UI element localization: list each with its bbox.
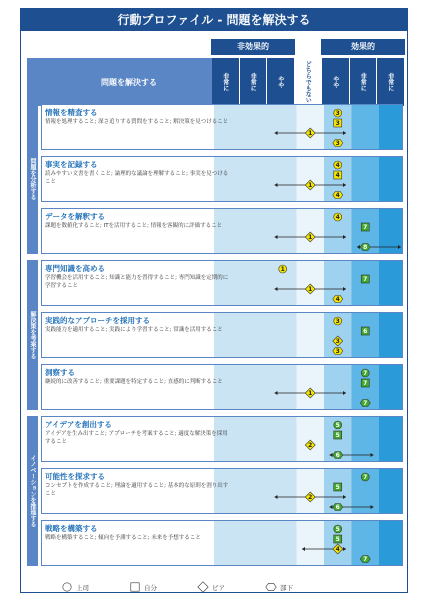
column-header-label: やや (276, 76, 284, 88)
scale-column-shade (242, 313, 270, 358)
scale-column-shade (297, 313, 325, 358)
competency-text (45, 160, 231, 186)
scale-column-shade (242, 469, 270, 514)
scale-column-shade (352, 105, 380, 150)
legend-item-hexagon (265, 581, 293, 593)
competency-description: 戦略を構築すること; 傾向を予測すること; 未来を予想すること (45, 535, 201, 541)
legend-item-square (129, 581, 157, 593)
scale-column-shade (297, 261, 325, 306)
marker-count-label: 5 (335, 484, 340, 492)
competency-text (45, 420, 231, 446)
scale-column-shade (269, 365, 297, 410)
scale-column-shade (269, 417, 297, 462)
marker-count-label: 1 (280, 266, 285, 274)
competency-description: 学習機会を活用すること; 知識と能力を習得すること; 専門知識を定期的に学習すること (45, 275, 229, 289)
section-band-3 (27, 416, 38, 566)
section-label: イノベーションを推進する (29, 455, 36, 527)
marker-count-label: 1 (308, 182, 313, 190)
legend (61, 581, 391, 595)
marker-count-label: 4 (335, 214, 340, 222)
hexagon-icon (265, 581, 277, 593)
column-header-4 (295, 58, 322, 106)
marker-count-label: 6 (335, 504, 340, 512)
competency-text (45, 212, 231, 231)
scale-column-shade (352, 261, 380, 306)
scale-column-shade (379, 417, 403, 462)
marker-count-label: 8 (363, 244, 368, 252)
marker-count-label: 3 (335, 110, 340, 118)
competency-row (41, 260, 403, 306)
marker-count-label: 4 (335, 192, 340, 200)
competency-row (41, 156, 403, 202)
scale-column-shade (297, 209, 325, 254)
scale-column-shade (297, 105, 325, 150)
marker-count-label: 3 (335, 318, 340, 326)
competency-title: データを解釈する (45, 212, 105, 221)
marker-count-label: 3 (335, 140, 340, 148)
marker-count-label: 2 (308, 494, 313, 502)
competency-text (45, 108, 231, 127)
marker-count-label: 3 (335, 338, 340, 346)
legend-label: 上司 (76, 583, 89, 592)
column-header-label: やや (331, 76, 339, 88)
legend-label: ピア (212, 583, 225, 592)
group-header-ineffective: 非効果的 (211, 39, 295, 55)
marker-count-label: 7 (363, 380, 368, 388)
competency-description: 読みやすい文書を書くこと; 論理的な議論を理解すること; 事実を見つけること (45, 171, 229, 185)
scale-column-shade (242, 261, 270, 306)
column-header-label: どちらでもない (304, 61, 312, 103)
competency-text (45, 264, 231, 290)
competency-description: 情報を処理すること; 深さ追りする質問をすること; 解決策を見つけること (45, 119, 229, 125)
marker-count-label: 3 (335, 348, 340, 356)
competency-row (41, 208, 403, 254)
section-label: 解決策を考案する (29, 311, 36, 359)
competency-title: 専門知識を高める (45, 264, 105, 273)
marker-count-label: 7 (363, 370, 368, 378)
scale-column-shade (379, 365, 403, 410)
column-header-5 (322, 58, 349, 106)
square-icon (129, 581, 141, 593)
column-header-label: 非常に (249, 73, 257, 91)
competency-title: アイデアを創出する (45, 420, 112, 429)
scale-column-shade (269, 313, 297, 358)
marker-count-label: 7 (363, 556, 368, 564)
competency-description: 課題を数値化すること; ITを活用すること; 情報を客観的に評価すること (45, 223, 223, 229)
marker-count-label: 5 (335, 422, 340, 430)
legend-item-diamond (197, 581, 225, 593)
competency-title: 情報を精査する (45, 108, 98, 117)
marker-count-label: 1 (308, 234, 313, 242)
marker-count-label: 1 (308, 286, 313, 294)
page-title: 行動プロファイル - 問題を解決する (21, 9, 407, 31)
marker-count-label: 5 (335, 536, 340, 544)
column-header-label: 非常に (386, 73, 394, 91)
legend-item-circle (61, 581, 89, 593)
competency-title: 実践的なアプローチを採用する (45, 316, 150, 325)
scale-column-shade (269, 105, 297, 150)
diamond-icon (197, 581, 209, 593)
marker-count-label: 6 (363, 328, 368, 336)
scale-column-shade (269, 521, 297, 566)
scale-column-shade (242, 209, 270, 254)
scale-column-shade (269, 469, 297, 514)
scale-column-shade (297, 157, 325, 202)
scale-column-shade (379, 313, 403, 358)
scale-column-shade (242, 521, 270, 566)
marker-count-label: 7 (363, 400, 368, 408)
marker-count-label: 6 (335, 452, 340, 460)
scale-column-shade (242, 365, 270, 410)
scale-column-shade (269, 157, 297, 202)
legend-label: 部下 (280, 583, 293, 592)
competency-row (41, 468, 403, 514)
marker-count-label: 7 (363, 224, 368, 232)
column-header-label: 非常に (221, 73, 229, 91)
main-column-header (27, 58, 231, 106)
marker-count-label: 2 (308, 442, 313, 450)
scale-column-shade (242, 105, 270, 150)
scale-column-shade (352, 313, 380, 358)
column-header-6 (350, 58, 377, 106)
scale-column-shade (242, 157, 270, 202)
marker-count-label: 7 (363, 276, 368, 284)
section-label: 問題を分析する (29, 158, 36, 200)
scale-column-shade (379, 469, 403, 514)
profile-frame (20, 8, 408, 593)
marker-count-label: 4 (335, 546, 340, 554)
marker-count-label: 4 (335, 296, 340, 304)
scale-column-shade (242, 417, 270, 462)
circle-icon (61, 581, 73, 593)
competency-text (45, 524, 231, 543)
competency-text (45, 368, 231, 387)
scale-column-shade (297, 469, 325, 514)
competency-row (41, 312, 403, 358)
competency-row (41, 364, 403, 410)
competency-row (41, 104, 403, 150)
competency-title: 事実を記録する (45, 160, 98, 169)
scale-column-shade (379, 157, 403, 202)
competency-title: 洞察する (45, 368, 75, 377)
competency-row (41, 520, 403, 566)
competency-text (45, 316, 231, 335)
column-header-7 (377, 58, 404, 106)
scale-column-shade (379, 521, 403, 566)
column-header-2 (240, 58, 267, 106)
scale-column-shade (379, 261, 403, 306)
competency-description: コンセプトを作成すること; 理論を適用すること; 基本的な原則を割り出すこと (45, 483, 229, 497)
competency-text (45, 472, 231, 498)
marker-count-label: 4 (335, 172, 340, 180)
section-band-1 (27, 104, 38, 254)
competency-row (41, 416, 403, 462)
scale-column-shade (297, 417, 325, 462)
scale-column-shade (379, 105, 403, 150)
marker-count-label: 1 (308, 130, 313, 138)
marker-count-label: 5 (335, 526, 340, 534)
section-band-2 (27, 260, 38, 410)
main-column-label: 問題を解決する (101, 77, 157, 87)
competency-description: 実践能力を適用すること; 実践により学習すること; 常識を活用すること (45, 327, 223, 333)
competency-description: アイデアを生み出すこと; アプローチを考案すること; 適度な解決策を採用すること (45, 431, 228, 445)
competency-description: 継続的に改善すること; 重要課題を特定すること; 直感的に判断すること (45, 379, 223, 385)
marker-count-label: 4 (335, 162, 340, 170)
column-header-label: 非常に (359, 73, 367, 91)
marker-count-label: 7 (363, 474, 368, 482)
scale-column-shade (269, 209, 297, 254)
group-header-effective: 効果的 (321, 39, 405, 55)
marker-count-label: 1 (308, 390, 313, 398)
scale-column-shade (297, 521, 325, 566)
marker-count-label: 5 (335, 432, 340, 440)
scale-column-shade (352, 157, 380, 202)
competency-title: 可能性を探求する (45, 472, 105, 481)
competency-title: 戦略を構築する (45, 524, 98, 533)
column-header-3 (267, 58, 294, 106)
legend-label: 自分 (144, 583, 157, 592)
scale-column-shade (324, 365, 352, 410)
column-header-1 (212, 58, 239, 106)
scale-column-shade (297, 365, 325, 410)
marker-count-label: 3 (335, 120, 340, 128)
